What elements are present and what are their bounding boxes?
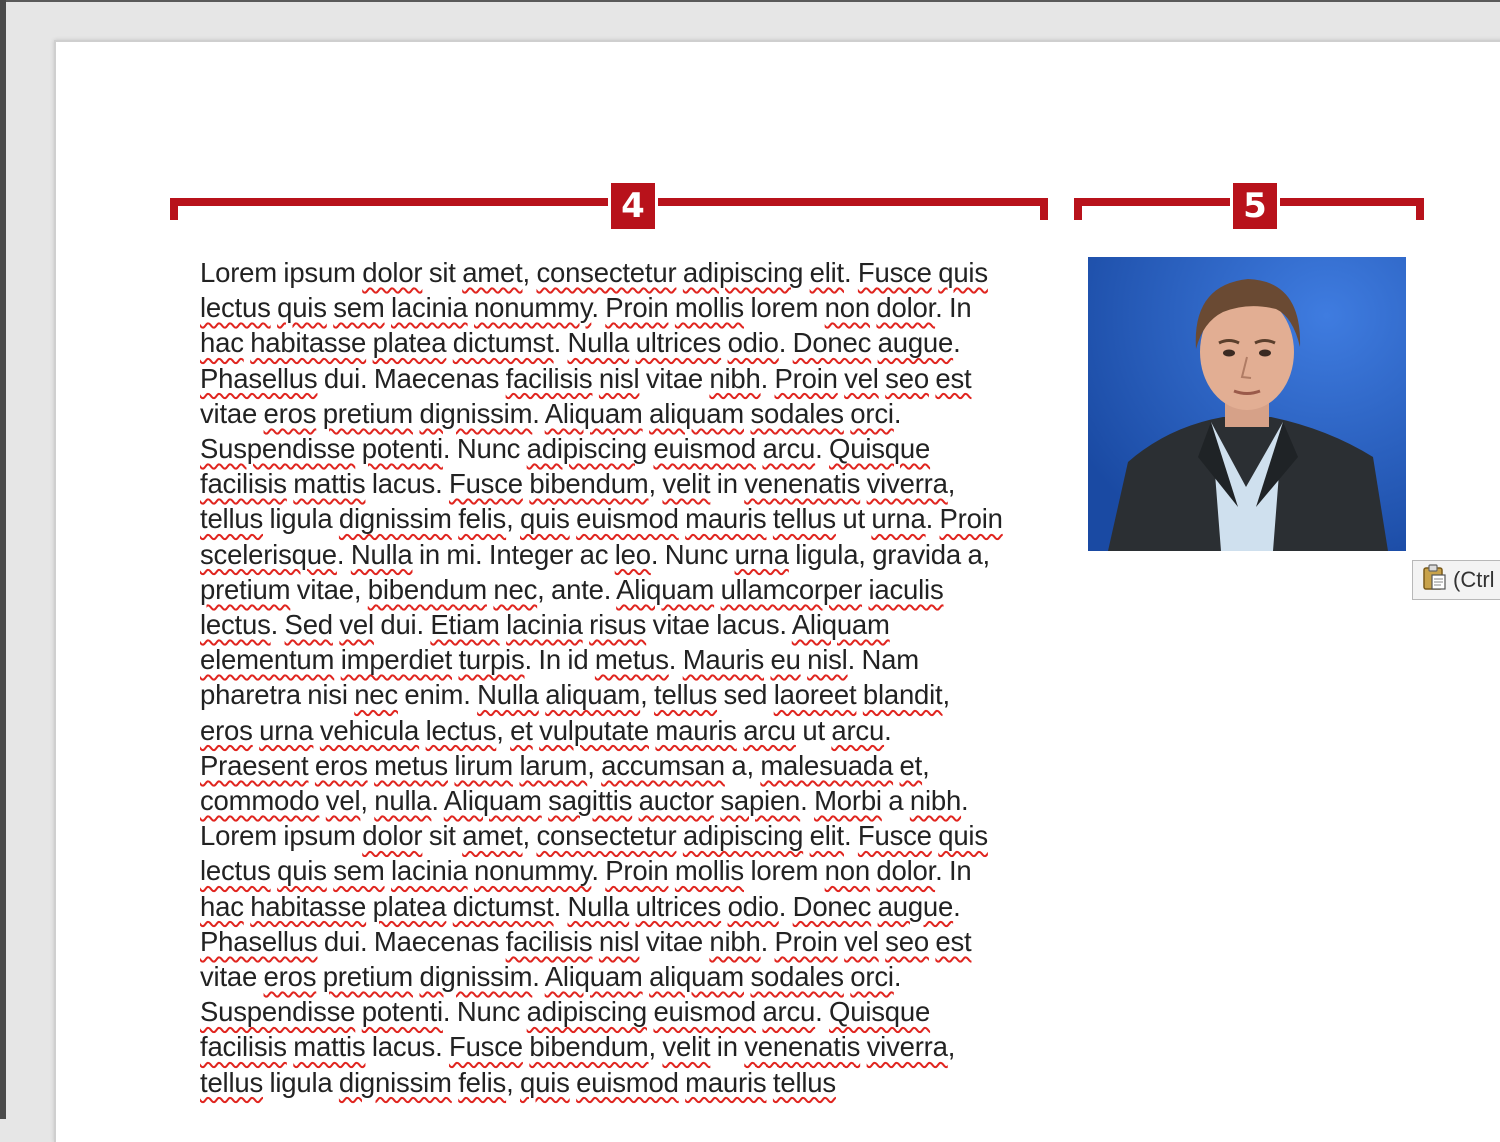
- spelling-error-word[interactable]: tellus: [772, 1066, 836, 1098]
- spelling-error-word[interactable]: seo: [885, 925, 929, 957]
- spelling-error-word[interactable]: Proin: [774, 362, 838, 394]
- spelling-error-word[interactable]: consectetur: [536, 257, 677, 288]
- spelling-error-word[interactable]: ultrices: [635, 890, 722, 922]
- spelling-error-word[interactable]: vehicula: [319, 714, 420, 746]
- spelling-error-word[interactable]: lectus: [200, 609, 271, 641]
- spelling-error-word[interactable]: non: [824, 292, 870, 324]
- spelling-error-word[interactable]: dignissim: [338, 1066, 452, 1098]
- spelling-error-word[interactable]: viverra: [866, 1031, 948, 1063]
- spelling-error-word[interactable]: Proin: [774, 925, 838, 957]
- spelling-error-word[interactable]: pretium: [200, 573, 291, 605]
- spelling-error-word[interactable]: orci: [850, 961, 894, 993]
- spelling-error-word[interactable]: odio: [727, 890, 779, 922]
- spelling-error-word[interactable]: lirum: [454, 749, 514, 781]
- spelling-error-word[interactable]: Etiam: [430, 609, 500, 641]
- spelling-error-word[interactable]: metus: [374, 749, 448, 781]
- spelling-error-word[interactable]: venenatis: [744, 468, 861, 500]
- spelling-error-word[interactable]: quis: [938, 257, 988, 288]
- spelling-error-word[interactable]: aliquam: [545, 679, 641, 711]
- spelling-error-word[interactable]: Nulla: [477, 679, 539, 711]
- spelling-error-word[interactable]: lectus: [425, 714, 497, 746]
- spelling-error-word[interactable]: eros: [263, 961, 317, 993]
- spelling-error-word[interactable]: quis: [520, 503, 570, 535]
- spelling-error-word[interactable]: odio: [727, 327, 779, 359]
- spelling-error-word[interactable]: quis: [277, 855, 327, 887]
- spelling-error-word[interactable]: nibh: [709, 925, 761, 957]
- paste-options-label: (Ctrl: [1453, 567, 1495, 592]
- spelling-error-word[interactable]: habitasse: [250, 890, 367, 922]
- spelling-error-word[interactable]: Proin: [605, 855, 669, 887]
- spelling-error-word[interactable]: facilisis: [505, 925, 593, 957]
- window-left-border: [0, 0, 6, 1119]
- spelling-error-word[interactable]: Donec: [792, 890, 872, 922]
- document-body-text[interactable]: Lorem ipsum dolor sit amet, consectetur adipiscing elit. Fusce quis lectus quis sem lacinia nonummy. Proin mollis lorem non dolor. In hac habitasse platea dictumst. Nulla ultrices odio. Donec augue. Phasellus dui. Maecenas facilisis nisl vitae nibh. Proin vel seo est vitae eros pretium dignissim. Aliquam aliquam sodales orci. Suspendisse potenti. Nunc adipiscing euismod arcu. Quisque facilisis mattis lacus. Fusce bibendum, velit in venenatis viverra, tellus ligula dignissim felis, quis euismod mauris tellus ut urna. Proin scelerisque. Nulla in mi. Integer ac leo. Nunc urna ligula, gravida a, pretium vitae, bibendum nec, ante. Aliquam ullamcorper iaculis lectus. Sed vel dui. Etiam lacinia risus vitae lacus. Aliquam elementum imperdiet turpis. In id metus. Mauris eu nisl. Nam pharetra nisi nec enim. Nulla aliquam, tellus sed laoreet blandit, eros urna vehicula lectus, et vulputate mauris arcu ut arcu. Praesent eros metus lirum larum, accumsan a, malesuada et, commodo vel, nulla. Aliquam sagittis auctor sapien. Morbi a nibh. Lorem ipsum dolor sit amet, consectetur adipiscing elit. Fusce quis lectus quis sem lacinia nonummy. Proin mollis lorem non dolor. In hac habitasse platea dictumst. Nulla ultrices odio. Donec augue. Phasellus dui. Maecenas facilisis nisl vitae nibh. Proin vel seo est vitae eros pretium dignissim. Aliquam aliquam sodales orci. Suspendisse potenti. Nunc adipiscing euismod arcu. Quisque facilisis mattis lacus. Fusce bibendum, velit in venenatis viverra, tellus ligula dignissim felis, quis euismod mauris tellus: [200, 257, 1003, 1098]
- spelling-error-word[interactable]: mattis: [293, 1031, 366, 1063]
- spelling-error-word[interactable]: euismod: [653, 433, 756, 465]
- spelling-error-word[interactable]: Quisque: [829, 433, 931, 465]
- spelling-error-word[interactable]: mauris: [685, 503, 767, 535]
- spelling-error-word[interactable]: ullamcorper: [720, 573, 863, 605]
- spelling-error-word[interactable]: bibendum: [367, 573, 487, 605]
- spelling-error-word[interactable]: accumsan: [601, 749, 725, 781]
- spelling-error-word[interactable]: nulla: [374, 785, 432, 817]
- spelling-error-word[interactable]: mollis: [674, 292, 744, 324]
- spelling-error-word[interactable]: facilisis: [200, 468, 287, 500]
- spelling-error-word[interactable]: scelerisque: [200, 538, 337, 570]
- spelling-error-word[interactable]: potenti: [361, 433, 443, 465]
- spelling-error-word[interactable]: est: [935, 362, 972, 394]
- spelling-error-word[interactable]: augue: [877, 327, 954, 359]
- spelling-error-word[interactable]: nec: [354, 679, 398, 711]
- spelling-error-word[interactable]: Aliquam: [544, 397, 643, 429]
- spelling-error-word[interactable]: tellus: [654, 679, 718, 711]
- spelling-error-word[interactable]: dignissim: [338, 503, 452, 535]
- spelling-error-word[interactable]: seo: [885, 362, 929, 394]
- spelling-error-word[interactable]: malesuada: [760, 749, 894, 781]
- spelling-error-word[interactable]: lacinia: [506, 609, 583, 641]
- spelling-error-word[interactable]: blandit: [862, 679, 943, 711]
- spelling-error-word[interactable]: Aliquam: [544, 961, 643, 993]
- spelling-error-word[interactable]: mollis: [674, 855, 744, 887]
- spelling-error-word[interactable]: arcu: [831, 714, 885, 746]
- spelling-error-word[interactable]: Phasellus: [200, 925, 318, 957]
- spelling-error-word[interactable]: vel: [325, 785, 361, 817]
- spelling-error-word[interactable]: vel: [844, 925, 879, 957]
- spelling-error-word[interactable]: platea: [372, 890, 447, 922]
- spelling-error-word[interactable]: velit: [662, 468, 711, 500]
- spelling-error-word[interactable]: nisl: [598, 362, 640, 394]
- spelling-error-word[interactable]: quis: [520, 1066, 570, 1098]
- spelling-error-word[interactable]: mauris: [655, 714, 737, 746]
- spelling-error-word[interactable]: vulputate: [539, 714, 649, 746]
- spelling-error-word[interactable]: Aliquam: [616, 573, 715, 605]
- spelling-error-word[interactable]: pretium: [322, 961, 414, 993]
- spelling-error-word[interactable]: Fusce: [448, 468, 523, 500]
- spelling-error-word[interactable]: tellus: [200, 1066, 263, 1098]
- spelling-error-word[interactable]: lacinia: [391, 292, 468, 324]
- spelling-error-word[interactable]: Suspendisse: [200, 996, 356, 1028]
- spelling-error-word[interactable]: facilisis: [200, 1031, 287, 1063]
- spelling-error-word[interactable]: arcu: [743, 714, 796, 746]
- spelling-error-word[interactable]: nec: [493, 573, 538, 605]
- spelling-error-word[interactable]: euismod: [576, 503, 679, 535]
- spelling-error-word[interactable]: Morbi: [814, 785, 882, 817]
- spelling-error-word[interactable]: vel: [339, 609, 374, 641]
- spelling-error-word[interactable]: velit: [662, 1031, 711, 1063]
- spelling-error-word[interactable]: Phasellus: [200, 362, 318, 394]
- spelling-error-word[interactable]: nibh: [709, 362, 761, 394]
- spelling-error-word[interactable]: eros: [263, 397, 317, 429]
- spelling-error-word[interactable]: urna: [259, 714, 314, 746]
- spelling-error-word[interactable]: Proin: [939, 503, 1003, 535]
- spelling-error-word[interactable]: aliquam: [649, 397, 744, 429]
- spelling-error-word[interactable]: lectus: [200, 292, 271, 324]
- callout-badge-4: 4: [608, 180, 658, 232]
- spelling-error-word[interactable]: pretium: [322, 397, 414, 429]
- spelling-error-word[interactable]: nonummy: [474, 292, 592, 324]
- spelling-error-word[interactable]: sem: [333, 292, 385, 324]
- spelling-error-word[interactable]: auctor: [638, 785, 714, 817]
- spelling-error-word[interactable]: augue: [877, 890, 954, 922]
- spelling-error-word[interactable]: Proin: [605, 292, 669, 324]
- spelling-error-word[interactable]: mattis: [293, 468, 366, 500]
- spelling-error-word[interactable]: sem: [333, 855, 385, 887]
- spelling-error-word[interactable]: amet: [462, 820, 523, 852]
- spelling-error-word[interactable]: Aliquam: [791, 609, 890, 641]
- spelling-error-word[interactable]: ultrices: [635, 327, 722, 359]
- spelling-error-word[interactable]: euismod: [653, 996, 756, 1028]
- spelling-error-word[interactable]: felis: [458, 503, 507, 535]
- paste-options-button[interactable]: [1412, 560, 1500, 600]
- callout-badge-5: 5: [1230, 180, 1280, 232]
- spelling-error-word[interactable]: arcu: [762, 433, 816, 465]
- spelling-error-word[interactable]: urna: [871, 503, 926, 535]
- spelling-error-word[interactable]: adipiscing: [526, 433, 647, 465]
- spelling-error-word[interactable]: dolor: [876, 855, 936, 887]
- spelling-error-word[interactable]: quis: [277, 292, 327, 324]
- spelling-error-word[interactable]: hac: [200, 327, 244, 359]
- spelling-error-word[interactable]: turpis: [458, 644, 525, 676]
- spelling-error-word[interactable]: urna: [734, 538, 789, 570]
- spelling-error-word[interactable]: Aliquam: [443, 785, 542, 817]
- spelling-error-word[interactable]: sagittis: [548, 785, 633, 817]
- spelling-error-word[interactable]: Fusce: [857, 257, 932, 288]
- spelling-error-word[interactable]: laoreet: [773, 679, 857, 711]
- spelling-error-word[interactable]: eros: [200, 714, 253, 746]
- spelling-error-word[interactable]: elit: [809, 820, 844, 852]
- spelling-error-word[interactable]: venenatis: [744, 1031, 861, 1063]
- spelling-error-word[interactable]: Nulla: [567, 327, 630, 359]
- spelling-error-word[interactable]: et: [899, 749, 923, 781]
- spelling-error-word[interactable]: elit: [809, 257, 844, 288]
- spelling-error-word[interactable]: elementum: [200, 644, 335, 676]
- spelling-error-word[interactable]: commodo: [200, 785, 320, 817]
- spelling-error-word[interactable]: leo: [614, 538, 651, 570]
- spelling-error-word[interactable]: Nulla: [567, 890, 630, 922]
- spelling-error-word[interactable]: tellus: [772, 503, 836, 535]
- spelling-error-word[interactable]: dolor: [362, 257, 423, 288]
- spelling-error-word[interactable]: Praesent: [200, 749, 309, 781]
- spelling-error-word[interactable]: nonummy: [474, 855, 592, 887]
- spelling-error-word[interactable]: potenti: [361, 996, 443, 1028]
- spelling-error-word[interactable]: habitasse: [250, 327, 367, 359]
- spelling-error-word[interactable]: facilisis: [505, 362, 593, 394]
- spelling-error-word[interactable]: risus: [589, 609, 647, 641]
- spelling-error-word[interactable]: platea: [372, 327, 447, 359]
- spelling-error-word[interactable]: tellus: [200, 503, 263, 535]
- inserted-photo[interactable]: [1088, 257, 1406, 551]
- spelling-error-word[interactable]: Mauris: [682, 644, 765, 676]
- spelling-error-word[interactable]: Fusce: [857, 820, 932, 852]
- spelling-error-word[interactable]: iaculis: [868, 573, 944, 605]
- spelling-error-word[interactable]: dictumst: [452, 890, 554, 922]
- spelling-error-word[interactable]: sapien: [720, 785, 801, 817]
- spelling-error-word[interactable]: dignissim: [419, 961, 533, 993]
- spelling-error-word[interactable]: amet: [462, 257, 523, 288]
- spelling-error-word[interactable]: dictumst: [452, 327, 554, 359]
- spelling-error-word[interactable]: felis: [458, 1066, 507, 1098]
- spelling-error-word[interactable]: euismod: [576, 1066, 679, 1098]
- spelling-error-word[interactable]: adipiscing: [526, 996, 647, 1028]
- spelling-error-word[interactable]: consectetur: [536, 820, 677, 852]
- spelling-error-word[interactable]: nisl: [807, 644, 848, 676]
- spelling-error-word[interactable]: bibendum: [529, 468, 649, 500]
- spelling-error-word[interactable]: imperdiet: [340, 644, 453, 676]
- spelling-error-word[interactable]: Suspendisse: [200, 433, 356, 465]
- spelling-error-word[interactable]: orci: [850, 397, 894, 429]
- spelling-error-word[interactable]: Donec: [792, 327, 872, 359]
- spelling-error-word[interactable]: lectus: [200, 855, 271, 887]
- spelling-error-word[interactable]: dolor: [876, 292, 936, 324]
- spelling-error-word[interactable]: est: [935, 925, 972, 957]
- spelling-error-word[interactable]: lacinia: [391, 855, 468, 887]
- window-top-border: [0, 0, 1500, 2]
- spelling-error-word[interactable]: bibendum: [529, 1031, 649, 1063]
- spelling-error-word[interactable]: sodales: [750, 397, 844, 429]
- spelling-error-word[interactable]: metus: [594, 644, 669, 676]
- spelling-error-word[interactable]: mauris: [685, 1066, 767, 1098]
- spelling-error-word[interactable]: eros: [314, 749, 368, 781]
- spelling-error-word[interactable]: et: [510, 714, 533, 746]
- spelling-error-word[interactable]: Nulla: [350, 538, 413, 570]
- spelling-error-word[interactable]: larum: [519, 749, 588, 781]
- spelling-error-word[interactable]: hac: [200, 890, 244, 922]
- spelling-error-word[interactable]: vel: [844, 362, 879, 394]
- spelling-error-word[interactable]: sodales: [750, 961, 844, 993]
- spelling-error-word[interactable]: nibh: [909, 785, 962, 817]
- spelling-error-word[interactable]: Sed: [284, 609, 333, 641]
- spelling-error-word[interactable]: viverra: [866, 468, 948, 500]
- spelling-error-word[interactable]: arcu: [762, 996, 816, 1028]
- spelling-error-word[interactable]: dignissim: [419, 397, 533, 429]
- spelling-error-word[interactable]: Quisque: [829, 996, 931, 1028]
- spelling-error-word[interactable]: nisl: [598, 925, 640, 957]
- spelling-error-word[interactable]: adipiscing: [682, 820, 804, 852]
- person-portrait-image: [1088, 257, 1406, 551]
- spelling-error-word[interactable]: non: [824, 855, 870, 887]
- spelling-error-word[interactable]: dolor: [362, 820, 423, 852]
- spelling-error-word[interactable]: quis: [938, 820, 988, 852]
- spelling-error-word[interactable]: adipiscing: [682, 257, 804, 288]
- clipboard-icon: [1421, 563, 1447, 597]
- spelling-error-word[interactable]: Fusce: [448, 1031, 523, 1063]
- spelling-error-word[interactable]: eu: [770, 644, 801, 676]
- spelling-error-word[interactable]: aliquam: [649, 961, 744, 993]
